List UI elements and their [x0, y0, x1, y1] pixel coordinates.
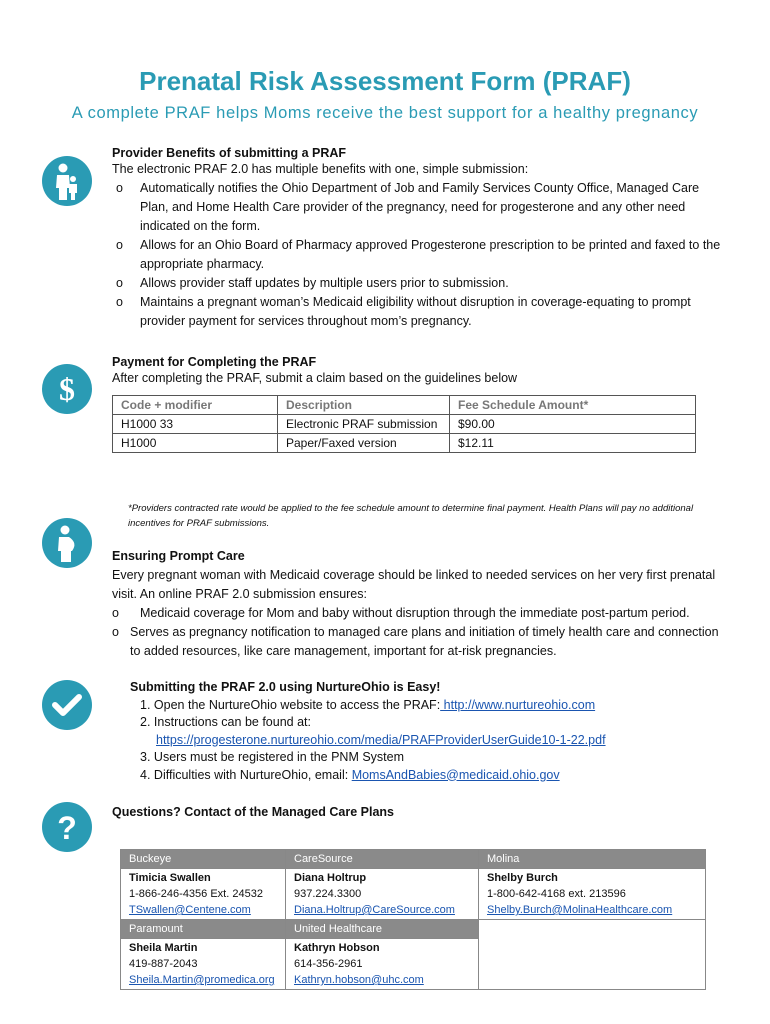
table-cell: Paper/Faxed version [278, 434, 450, 453]
plan-header: Molina [479, 850, 706, 869]
email-link[interactable]: TSwallen@Centene.com [129, 904, 251, 916]
table-header-row [113, 396, 696, 415]
pregnant-woman-icon [42, 518, 92, 568]
plan-header: CareSource [286, 850, 479, 869]
svg-text:$: $ [59, 371, 75, 407]
plan-header: Buckeye [121, 850, 286, 869]
table-row [113, 434, 696, 453]
email-link[interactable]: MomsAndBabies@medicaid.ohio.gov [351, 767, 560, 782]
contact-cell: Timicia Swallen 1-866-246-4356 Ext. 24532 TSwallen@Centene.com [121, 869, 286, 920]
plan-header: United Healthcare [286, 920, 479, 939]
questions-heading: Questions? Contact of the Managed Care Plans [112, 805, 394, 819]
fee-table [112, 395, 696, 453]
page-title: Prenatal Risk Assessment Form (PRAF) [139, 66, 631, 96]
list-item: 1. Open the NurtureOhio website to access the PRAF: http://www.nurtureohio.com [140, 697, 596, 712]
list-item: o Allows provider staff updates by multiple users prior to submission. [116, 276, 509, 290]
submitting-section [130, 679, 730, 784]
table-row [121, 869, 706, 920]
col-header: Fee Schedule Amount* [450, 396, 696, 415]
mother-child-icon [42, 156, 92, 206]
svg-text:?: ? [57, 810, 77, 846]
dollar-icon [42, 364, 92, 414]
email-link[interactable]: Kathryn.hobson@uhc.com [294, 974, 424, 986]
list-item: o Medicaid coverage for Mom and baby without disruption through the immediate post-partum period. [112, 606, 690, 620]
prompt-care-section [112, 549, 720, 661]
email-link[interactable]: Shelby.Burch@MolinaHealthcare.com [487, 904, 673, 916]
page-subtitle: A complete PRAF helps Moms receive the best support for a healthy pregnancy [71, 104, 699, 122]
contact-cell: Kathryn Hobson 614-356-2961 Kathryn.hobson@uhc.com [286, 939, 479, 990]
contact-cell: Shelby Burch 1-800-642-4168 ext. 213596 Shelby.Burch@MolinaHealthcare.com [479, 869, 706, 920]
table-cell: $90.00 [450, 415, 696, 434]
question-icon [42, 802, 92, 852]
list-item: 4. Difficulties with NurtureOhio, email: MomsAndBabies@medicaid.ohio.gov [140, 767, 560, 782]
list-item: o Automatically notifies the Ohio Department of Job and Family Services County Office, Managed Care Plan, and Home Health Care provider of the pregnancy, need for progesterone and any other need indicated on the form. [116, 181, 700, 233]
payment-heading: Payment for Completing the PRAF [112, 355, 317, 369]
table-cell: H1000 [113, 434, 278, 453]
email-link[interactable]: Diana.Holtrup@CareSource.com [294, 904, 455, 916]
list-item: 2. Instructions can be found at: https://progesterone.nurtureohio.com/media/PRAFProviderUserGuide10-1-22.pdf [140, 715, 606, 747]
contact-cell: Sheila Martin 419-887-2043 Sheila.Martin@promedica.org [121, 939, 286, 990]
list-item: o Allows for an Ohio Board of Pharmacy approved Progesterone prescription to be printed and faxed to the appropriate pharmacy. [116, 238, 721, 271]
table-cell: $12.11 [450, 434, 696, 453]
col-header: Description [278, 396, 450, 415]
col-header: Code + modifier [113, 396, 278, 415]
email-link[interactable]: Sheila.Martin@promedica.org [129, 974, 275, 986]
nurtureohio-link[interactable]: http://www.nurtureohio.com [440, 697, 596, 712]
user-guide-link[interactable]: https://progesterone.nurtureohio.com/media/PRAFProviderUserGuide10-1-22.pdf [156, 732, 606, 747]
benefits-section [112, 146, 722, 331]
benefits-intro: The electronic PRAF 2.0 has multiple benefits with one, simple submission: [112, 162, 529, 176]
empty-cell [479, 920, 706, 990]
checkmark-icon [42, 680, 92, 730]
table-row [113, 415, 696, 434]
table-cell: Electronic PRAF submission [278, 415, 450, 434]
submitting-heading: Submitting the PRAF 2.0 using NurtureOhio is Easy! [130, 680, 441, 694]
prompt-care-heading: Ensuring Prompt Care [112, 549, 245, 563]
contacts-table [120, 849, 706, 990]
benefits-heading: Provider Benefits of submitting a PRAF [112, 146, 347, 160]
contact-cell: Diana Holtrup 937.224.3300 Diana.Holtrup@CareSource.com [286, 869, 479, 920]
prompt-care-intro: Every pregnant woman with Medicaid coverage should be linked to needed services on her very first prenatal visit. An online PRAF 2.0 submission ensures: [112, 568, 716, 601]
table-cell: H1000 33 [113, 415, 278, 434]
payment-intro: After completing the PRAF, submit a claim based on the guidelines below [112, 371, 518, 385]
plan-header: Paramount [121, 920, 286, 939]
list-item: o Maintains a pregnant woman’s Medicaid eligibility without disruption in coverage-equating to prompt provider payment for services throughout mom’s pregnancy. [116, 295, 691, 328]
list-item: 3. Users must be registered in the PNM System [140, 750, 405, 764]
fee-note: *Providers contracted rate would be applied to the fee schedule amount to determine final payment. Health Plans will pay no additional incentives for PRAF submissions. [128, 503, 694, 529]
list-item: o Serves as pregnancy notification to managed care plans and initiation of timely health care and connection to added resources, like care management, important for at-risk pregnancies. [112, 625, 719, 658]
payment-section [112, 355, 712, 388]
